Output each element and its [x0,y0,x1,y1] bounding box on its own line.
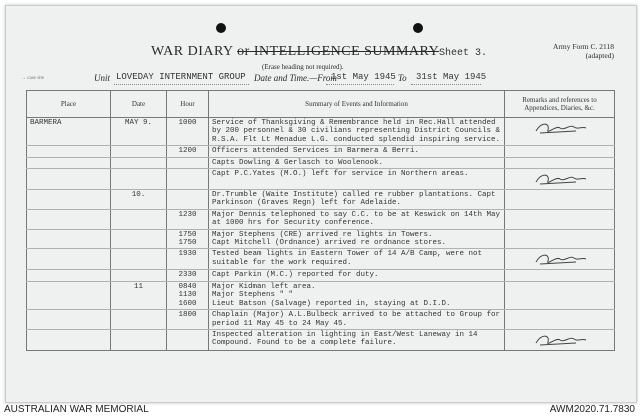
summary-cell: Officers attended Services in Barmera & Berri. [209,146,505,157]
summary-cell: Dr.Trumble (Waite Institute) called re rubber plantations. Capt Parkinson (Graves Regn) left for Adelaide. [209,190,505,210]
hour-cell [167,157,209,168]
remarks-cell [505,118,615,146]
date-cell: 11 [111,281,167,309]
summary-cell: Major Dennis telephoned to say C.C. to be at Keswick on 14th May at 1000 hrs for Security conference. [209,209,505,229]
summary-cell: Major Kidman left area. Major Stephens " " Lieut Batson (Salvage) reported in, staying at D.I.D. [209,281,505,309]
table-row [27,310,615,330]
margin-note: → case site [21,76,45,81]
place-cell [27,281,111,309]
initials-signature-icon [530,250,590,268]
hour-cell [167,169,209,190]
remarks-cell [505,169,615,190]
table-row [27,118,615,146]
to-value: 31st May 1945 [416,72,487,82]
hour-cell: 1000 [167,118,209,146]
unit-label: Unit [94,73,111,83]
place-cell [27,157,111,168]
table-row [27,249,615,270]
remarks-cell [505,310,615,330]
punch-hole-left [216,23,226,33]
table-row [27,157,615,168]
remarks-cell [505,157,615,168]
table-row [27,190,615,210]
hour-cell [167,329,209,350]
diary-entries [27,118,615,351]
place-cell [27,169,111,190]
initials-signature-icon [530,119,590,137]
diary-sheet [5,5,637,403]
form-title: WAR DIARY or INTELLIGENCE SUMMARY [151,44,440,59]
summary-cell: Capts Dowling & Gerlasch to Woolenook. [209,157,505,168]
column-header-remarks: Remarks and references to Appendices, Diaries, &c. [505,91,615,118]
place-cell [27,146,111,157]
hour-cell: 1930 [167,249,209,270]
hour-cell [167,190,209,210]
date-cell [111,270,167,281]
punch-hole-right [413,23,423,33]
column-header-place: Place [27,91,111,118]
hour-cell: 1200 [167,146,209,157]
remarks-cell [505,249,615,270]
remarks-cell [505,270,615,281]
initials-signature-icon [530,331,590,349]
footer-source: AUSTRALIAN WAR MEMORIAL [4,404,149,415]
table-row [27,169,615,190]
table-row [27,229,615,249]
date-cell: 10. [111,190,167,210]
initials-signature-icon [530,170,590,188]
date-cell [111,329,167,350]
summary-cell: Tested beam lights in Eastern Tower of 14 A/B Camp, were not suitable for the work required. [209,249,505,270]
from-rule [326,84,394,85]
remarks-cell [505,209,615,229]
column-header-summary: Summary of Events and Information [209,91,505,118]
to-label: To [398,73,407,83]
place-cell [27,270,111,281]
unit-row [6,73,636,87]
army-form-label: Army Form C. 2118 (adapted) [553,42,614,60]
summary-cell: Major Stephens (CRE) arrived re lights in Towers. Capt Mitchell (Ordnance) arrived re ordnance stores. [209,229,505,249]
hour-cell: 1230 [167,209,209,229]
date-cell [111,249,167,270]
table-row [27,329,615,350]
remarks-cell [505,329,615,350]
footer-accession: AWM2020.71.7830 [549,404,635,415]
remarks-cell [505,146,615,157]
place-cell [27,329,111,350]
table-row [27,146,615,157]
summary-cell: Inspected alteration in lighting in East/West Laneway in 14 Compound. Found to be a complete failure. [209,329,505,350]
date-cell [111,229,167,249]
sheet-number: Sheet 3. [439,48,488,59]
hour-cell: 1750 1750 [167,229,209,249]
date-cell [111,169,167,190]
summary-cell: Chaplain (Major) A.L.Bulbeck arrived to be attached to Group for period 11 May 45 to 24 May 45. [209,310,505,330]
place-cell [27,229,111,249]
unit-value: LOVEDAY INTERNMENT GROUP [116,72,246,82]
from-value: 1st May 1945 [331,72,396,82]
table-header [27,91,615,118]
place-cell: BARMERA [27,118,111,146]
date-cell: MAY 9. [111,118,167,146]
place-cell [27,310,111,330]
place-cell [27,190,111,210]
unit-rule [114,84,249,85]
remarks-cell [505,229,615,249]
date-cell [111,146,167,157]
table-row [27,281,615,309]
table-row [27,209,615,229]
table-row [27,270,615,281]
date-cell [111,310,167,330]
column-header-hour: Hour [167,91,209,118]
heading-note: (Erase heading not required). [262,63,344,71]
struck-heading: or INTELLIGENCE SUMMARY [237,44,440,59]
hour-cell: 0840 1130 1600 [167,281,209,309]
hour-cell: 1800 [167,310,209,330]
diary-table [26,90,615,351]
hour-cell: 2330 [167,270,209,281]
column-header-date: Date [111,91,167,118]
remarks-cell [505,190,615,210]
date-cell [111,209,167,229]
summary-cell: Capt Parkin (M.C.) reported for duty. [209,270,505,281]
date-cell [111,157,167,168]
summary-cell: Capt P.C.Yates (M.O.) left for service in Northern areas. [209,169,505,190]
place-cell [27,209,111,229]
date-time-label: Date and Time.—From [254,73,337,83]
place-cell [27,249,111,270]
remarks-cell [505,281,615,309]
to-rule [411,84,481,85]
summary-cell: Service of Thanksgiving & Remembrance held in Rec.Hall attended by 200 personnel & 30 civilians representing District Councils & R.S.A. Flt Lt Menadue L.G. conducted splendid inspiring service. [209,118,505,146]
